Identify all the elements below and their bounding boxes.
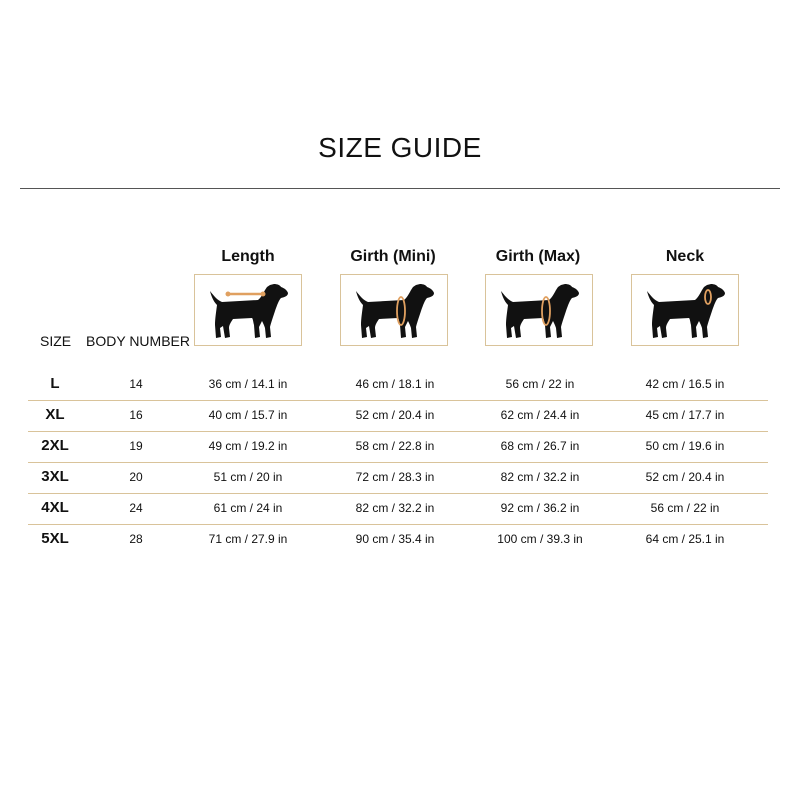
size-cell: 5XL: [41, 530, 69, 547]
body-number-column-header: BODY NUMBER: [86, 333, 190, 349]
length-cell: 61 cm / 24 in: [213, 501, 283, 515]
length-cell: 49 cm / 19.2 in: [208, 439, 288, 453]
col-head-length: Length: [221, 248, 275, 265]
girth-max-icon-card: [485, 274, 593, 346]
dog-length-icon: [195, 275, 301, 345]
dog-silhouette: [356, 284, 434, 338]
col-head-neck: Neck: [665, 248, 705, 265]
title-divider: [20, 188, 780, 189]
neck-cell: 56 cm / 22 in: [650, 501, 720, 515]
girth-max-cell: 92 cm / 36.2 in: [500, 501, 580, 515]
row-divider: [28, 462, 768, 463]
length-cell: 36 cm / 14.1 in: [208, 377, 288, 391]
girth-mini-cell: 72 cm / 28.3 in: [355, 470, 435, 484]
size-cell: 4XL: [41, 499, 69, 516]
body-number-cell: 24: [129, 501, 143, 515]
row-divider: [28, 524, 768, 525]
girth-mini-icon-card: [340, 274, 448, 346]
girth-max-cell: 100 cm / 39.3 in: [497, 532, 583, 546]
col-head-girth-mini: Girth (Mini): [350, 248, 436, 265]
size-column-header: SIZE: [40, 333, 72, 349]
length-cell: 51 cm / 20 in: [213, 470, 283, 484]
page-title: SIZE GUIDE: [318, 132, 482, 163]
size-cell: 3XL: [41, 468, 69, 485]
dog-girth-mini-icon: [341, 275, 447, 345]
neck-cell: 50 cm / 19.6 in: [645, 439, 725, 453]
dog-silhouette: [501, 284, 579, 338]
size-cell: L: [50, 375, 60, 392]
row-divider: [28, 493, 768, 494]
col-head-girth-max: Girth (Max): [495, 248, 581, 265]
girth-max-cell: 82 cm / 32.2 in: [500, 470, 580, 484]
neck-cell: 64 cm / 25.1 in: [645, 532, 725, 546]
body-number-cell: 16: [129, 408, 143, 422]
size-cell: XL: [45, 406, 65, 423]
length-icon-card: [194, 274, 302, 346]
neck-cell: 45 cm / 17.7 in: [645, 408, 725, 422]
dog-silhouette: [210, 284, 288, 338]
body-number-cell: 20: [129, 470, 143, 484]
row-divider: [28, 400, 768, 401]
length-cell: 71 cm / 27.9 in: [208, 532, 288, 546]
row-divider: [28, 431, 768, 432]
length-marker-end: [226, 292, 231, 297]
girth-mini-cell: 52 cm / 20.4 in: [355, 408, 435, 422]
length-cell: 40 cm / 15.7 in: [208, 408, 288, 422]
body-number-cell: 28: [129, 532, 143, 546]
dog-silhouette: [647, 284, 725, 338]
dog-neck-icon: [632, 275, 738, 345]
girth-max-cell: 56 cm / 22 in: [505, 377, 575, 391]
neck-icon-card: [631, 274, 739, 346]
girth-mini-cell: 90 cm / 35.4 in: [355, 532, 435, 546]
girth-mini-cell: 46 cm / 18.1 in: [355, 377, 435, 391]
girth-mini-cell: 82 cm / 32.2 in: [355, 501, 435, 515]
girth-max-cell: 62 cm / 24.4 in: [500, 408, 580, 422]
body-number-cell: 19: [129, 439, 143, 453]
neck-cell: 42 cm / 16.5 in: [645, 377, 725, 391]
girth-max-cell: 68 cm / 26.7 in: [500, 439, 580, 453]
length-marker-end: [261, 292, 266, 297]
body-number-cell: 14: [129, 377, 143, 391]
girth-mini-cell: 58 cm / 22.8 in: [355, 439, 435, 453]
dog-girth-max-icon: [486, 275, 592, 345]
neck-cell: 52 cm / 20.4 in: [645, 470, 725, 484]
size-cell: 2XL: [41, 437, 69, 454]
